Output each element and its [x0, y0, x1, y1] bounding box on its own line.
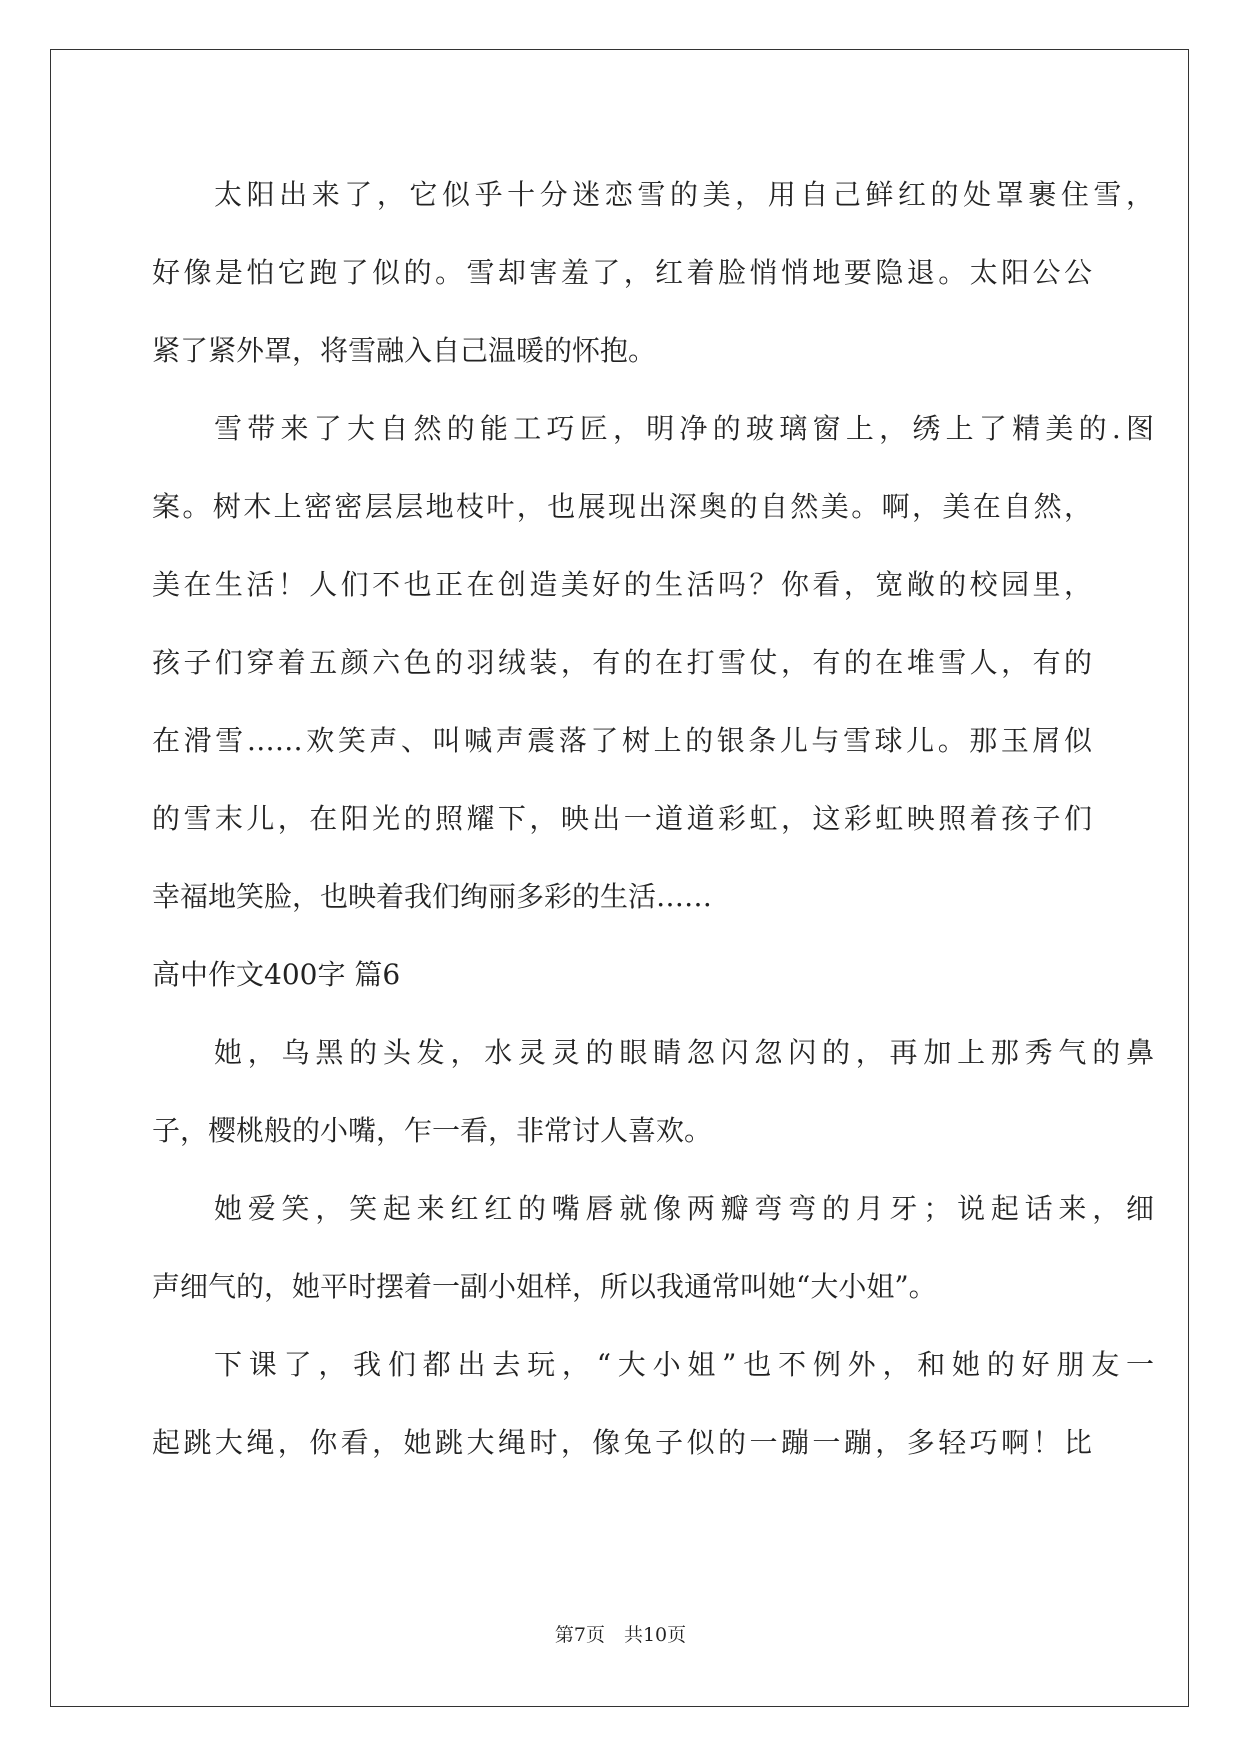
paragraph-line: 幸福地笑脸，也映着我们绚丽多彩的生活…… [152, 880, 713, 913]
paragraph-line: 紧了紧外罩，将雪融入自己温暖的怀抱。 [152, 334, 657, 367]
paragraph-line: 起跳大绳，你看，她跳大绳时，像兔子似的一蹦一蹦，多轻巧啊！比 [152, 1426, 1092, 1459]
paragraph-line: 雪带来了大自然的能工巧匠，明净的玻璃窗上，绣上了精美的.图 [214, 412, 1154, 445]
section-heading: 高中作文400字 篇6 [152, 958, 401, 991]
paragraph-line: 的雪末儿，在阳光的照耀下，映出一道道彩虹，这彩虹映照着孩子们 [152, 802, 1092, 835]
paragraph-line: 美在生活！人们不也正在创造美好的生活吗？你看，宽敞的校园里， [152, 568, 1092, 601]
paragraph-line: 案。树木上密密层层地枝叶，也展现出深奥的自然美。啊，美在自然， [152, 490, 1092, 523]
paragraph-line: 声细气的，她平时摆着一副小姐样，所以我通常叫她“大小姐”。 [152, 1270, 937, 1303]
paragraph-line: 孩子们穿着五颜六色的羽绒装，有的在打雪仗，有的在堆雪人，有的 [152, 646, 1092, 679]
paragraph-line: 子，樱桃般的小嘴，乍一看，非常讨人喜欢。 [152, 1114, 713, 1147]
paragraph-line: 她爱笑，笑起来红红的嘴唇就像两瓣弯弯的月牙；说起话来，细 [214, 1192, 1154, 1225]
paragraph-line: 她，乌黑的头发，水灵灵的眼睛忽闪忽闪的，再加上那秀气的鼻 [214, 1036, 1154, 1069]
paragraph-line: 好像是怕它跑了似的。雪却害羞了，红着脸悄悄地要隐退。太阳公公 [152, 256, 1092, 289]
paragraph-line: 下课了，我们都出去玩，“大小姐”也不例外，和她的好朋友一 [214, 1348, 1154, 1381]
paragraph-line: 太阳出来了，它似乎十分迷恋雪的美，用自己鲜红的处罩裹住雪， [214, 178, 1154, 211]
paragraph-line: 在滑雪……欢笑声、叫喊声震落了树上的银条儿与雪球儿。那玉屑似 [152, 724, 1092, 757]
page-number-footer: 第7页 共10页 [554, 1624, 687, 1646]
